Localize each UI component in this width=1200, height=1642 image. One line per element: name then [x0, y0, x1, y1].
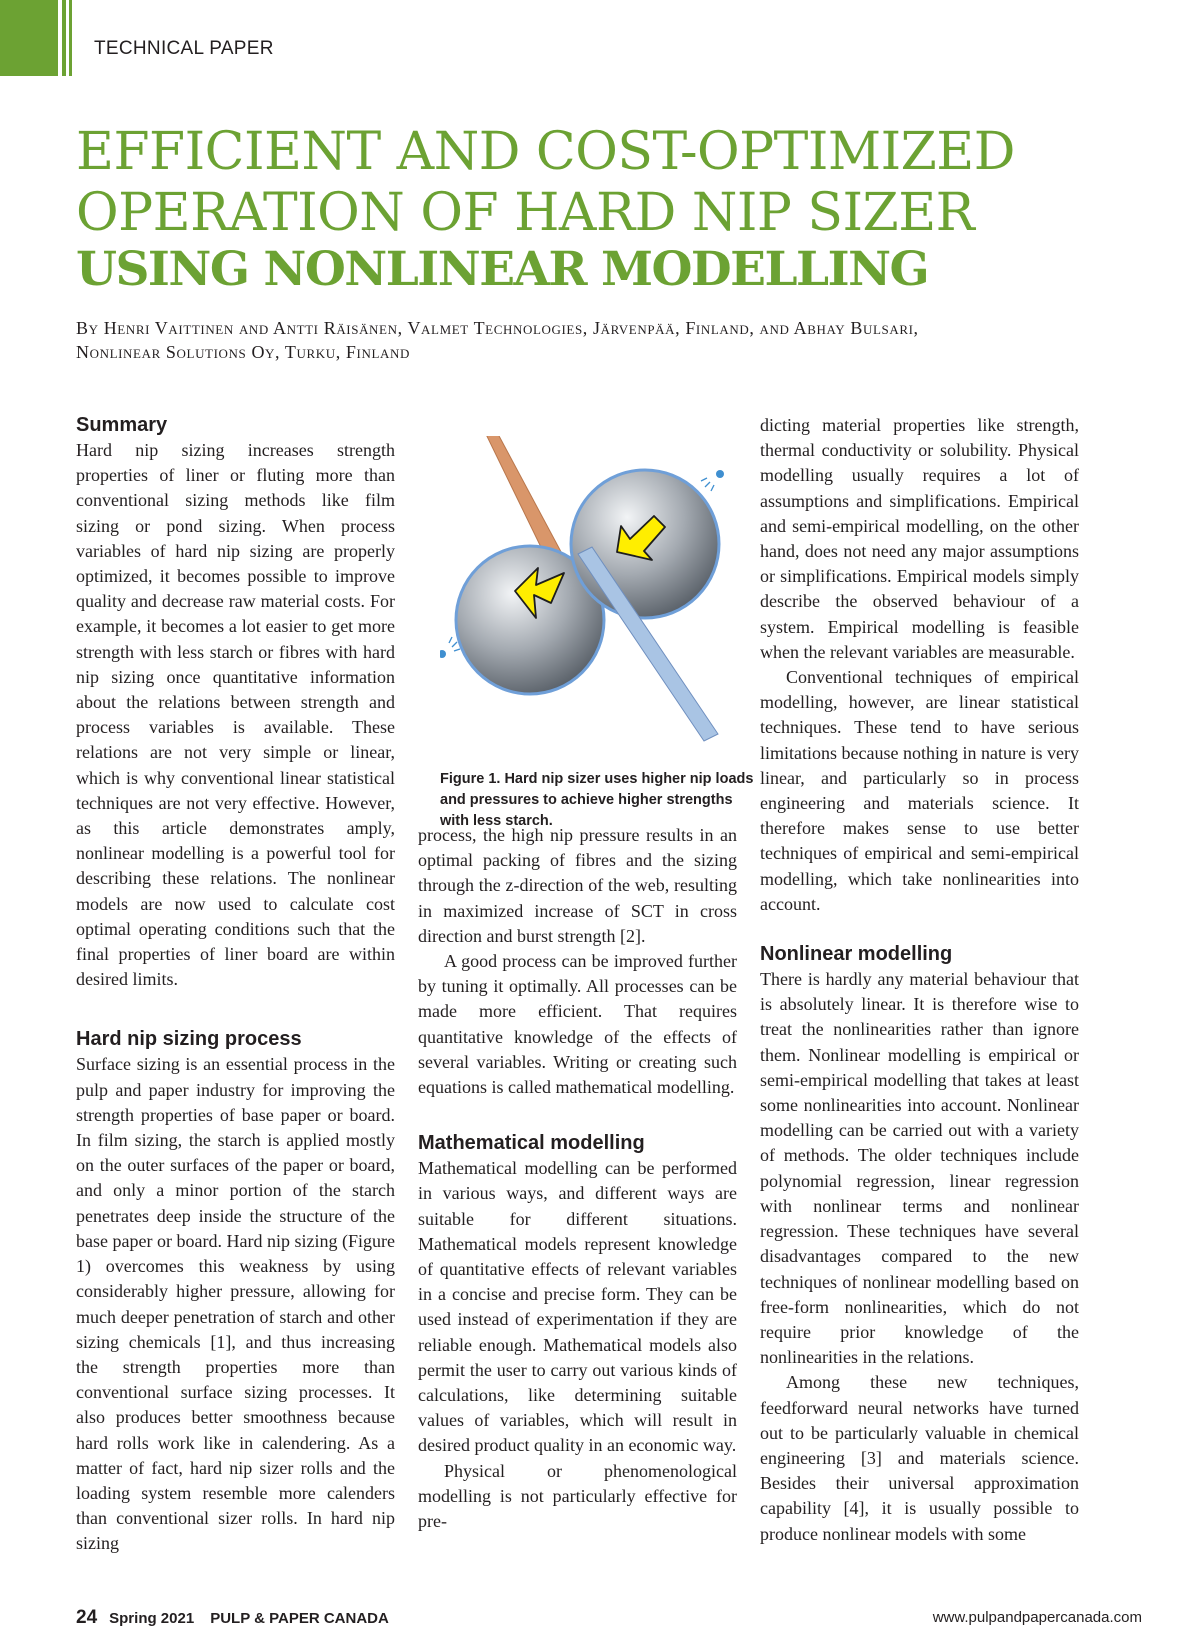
title-line-3: USING NONLINEAR MODELLING — [76, 242, 929, 297]
col2-paragraph-3: Mathematical modelling can be performed in various ways, and different ways are suitable for different situations. Mathematical models represent knowledge of quantitative effects of relevant variables in a concise and precise form. They can be used instead of experimentation if they are reliable enough. Mathematical models also permit the user to carry out various kinds of calculations, like determining suitable values of variables, which will result in desired product quality in an economic way. — [418, 1158, 737, 1456]
page-number: 24 — [76, 1607, 98, 1628]
footer-left — [76, 1607, 389, 1629]
col2-paragraph-1: process, the high nip pressure results in an optimal packing of fibres and the sizing through the z-direction of the web, resulting in maximized increase of SCT in cross direction and burst strength [2]. — [418, 825, 737, 946]
col2-paragraph-4: Physical or phenomenological modelling is not particularly effective for pre- — [418, 1460, 737, 1532]
spray-nozzle-lower-icon — [440, 637, 460, 658]
summary-text: Hard nip sizing increases strength properties of liner or fluting more than conventional sizing methods like film sizing or pond sizing. When process variables of hard nip sizing are properly optimized, it becomes possible to improve quality and decrease raw material costs. For example, it becomes a lot easier to get more strength with less starch or fibres with hard nip sizing once quantitative information about the relations between strength and process variables is available. These relations are not very simple or linear, which is why conventional linear statistical techniques are not very effective. However, as this article demonstrates amply, nonlinear modelling is a powerful tool for describing these relations. The nonlinear models are now used to calculate cost optimal operating conditions such that the final properties of liner board are within desired limits. — [76, 440, 395, 990]
column-3 — [760, 413, 1079, 1547]
hard-nip-sizer-diagram — [440, 436, 770, 756]
issue-date: Spring 2021 — [109, 1610, 195, 1627]
col3-paragraph-3: There is hardly any material behaviour that is absolutely linear. It is therefore wise to treat the nonlinearities rather than ignore them. Nonlinear modelling is empirical or semi-empirical modelling that takes at least some nonlinearities into account. Nonlinear modelling can be carried out with a variety of methods. The older techniques include polynomial regression, linear regression with nonlinear terms and nonlinear regression. These techniques have several disadvantages compared to the new techniques of nonlinear modelling based on free-form nonlinearities, which do not require prior knowledge of the nonlinearities in the relations. — [760, 969, 1079, 1368]
spray-nozzle-upper-icon — [701, 470, 724, 491]
col3-paragraph-2: Conventional techniques of empirical modelling, however, are linear statistical techniques. These tend to have serious limitations because nothing in nature is very linear, and particularly so in process engineering and materials science. It therefore makes sense to use better techniques of empirical and semi-empirical modelling, which take nonlinearities into account. — [760, 667, 1079, 914]
col3-paragraph-1: dicting material properties like strength, thermal conductivity or solubility. Physical modelling usually requires a lot of assumptions and simplifications. Empirical and semi-empirical modelling, on the other hand, does not need any major assumptions or simplifications. Empirical models simply describe the observed behaviour of a system. Empirical modelling is feasible when the relevant variables are measurable. — [760, 415, 1079, 662]
byline-line-2: Nonlinear Solutions Oy, Turku, Finland — [76, 342, 410, 362]
title-line-1: EFFICIENT AND COST-OPTIMIZED — [76, 122, 1015, 182]
hard-nip-process-heading: Hard nip sizing process — [76, 1028, 302, 1051]
footer-url: www.pulpandpapercanada.com — [932, 1609, 1142, 1626]
col3-paragraph-4: Among these new techniques, feedforward neural networks have turned out to be particularly valuable in chemical engineering [3] and materials science. Besides their universal approximation capability [4], it is usually possible to produce nonlinear models with some — [760, 1372, 1079, 1544]
figure-caption: Figure 1. Hard nip sizer uses higher nip loads and pressures to achieve higher strengths with less starch. — [440, 771, 754, 829]
summary-heading: Summary — [76, 414, 168, 436]
header-stripe — [0, 0, 58, 76]
header-stripe — [69, 0, 72, 76]
byline-line-1: By Henri Vaittinen and Antti Räisänen, Valmet Technologies, Järvenpää, Finland, and Abhay Bulsari, — [76, 318, 919, 338]
nonlinear-modelling-heading: Nonlinear modelling — [760, 943, 953, 966]
publication-name: PULP & PAPER CANADA — [210, 1610, 389, 1627]
mathematical-modelling-heading: Mathematical modelling — [418, 1132, 645, 1155]
section-label: TECHNICAL PAPER — [94, 38, 274, 59]
hard-nip-process-text: Surface sizing is an essential process in the pulp and paper industry for improving the strength properties of base paper or board. In film sizing, the starch is applied mostly on the outer surfaces of the paper or board, and only a minor portion of the starch penetrates deep inside the structure of the base paper or board. Hard nip sizing (Figure 1) overcomes this weakness by using considerably higher pressure, allowing for much deeper penetration of starch and other sizing chemicals [1], and thus increasing the strength properties more than conventional surface sizing processes. It also produces better smoothness because hard rolls work like in calendering. As a matter of fact, hard nip sizer rolls and the loading system resemble more calenders than conventional sizer rolls. In hard nip sizing — [76, 1054, 395, 1554]
header-stripe — [62, 0, 66, 76]
figure-1 — [440, 436, 770, 756]
column-1 — [76, 412, 395, 1557]
column-2 — [418, 823, 737, 1534]
title-line-2: OPERATION OF HARD NIP SIZER — [76, 183, 975, 243]
col2-paragraph-2: A good process can be improved further by tuning it optimally. All processes can be made more efficient. That requires quantitative knowledge of the effects of several variables. Writing or creating such equations is called mathematical modelling. — [418, 951, 737, 1098]
